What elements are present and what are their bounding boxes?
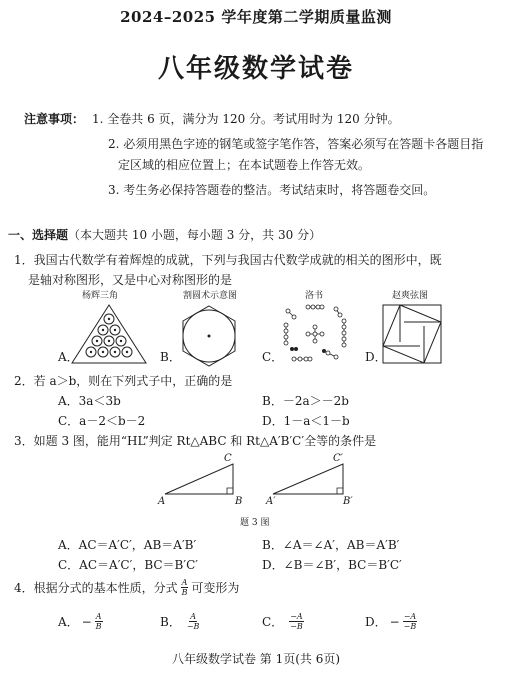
section-note: （本大题共 10 小题，每小题 3 分，共 30 分）: [68, 228, 322, 242]
q3-option-d: D．∠B＝∠B′，BC＝B′C′: [262, 558, 402, 572]
q4-option-sign: −: [389, 614, 400, 629]
q4-stem-fraction: [181, 578, 189, 597]
q4-stem-after: 可变形为: [191, 580, 240, 595]
q4-stem-before: 4．根据分式的基本性质，分式: [14, 580, 178, 595]
q4-option-label: D．: [365, 614, 387, 629]
caption-geyuan: 割圆术示意图: [183, 291, 238, 301]
fraction-denominator: B: [181, 588, 188, 597]
q4-option-label: C．: [262, 614, 284, 629]
fraction-numerator: A: [190, 612, 197, 621]
q4-option-fraction: [95, 612, 103, 631]
q2-option-a: A．3a＜3b: [58, 394, 121, 408]
q3-option-c: C．AC＝A′C′，BC＝B′C′: [58, 558, 198, 572]
note-item-3: 3. 考生务必保持答题卷的整洁。考试结束时，将答题卷交回。: [108, 183, 436, 197]
q3-option-a: A．AC＝A′C′，AB＝A′B′: [58, 538, 197, 552]
fraction-denominator: −B: [186, 622, 200, 631]
q4-option-label: A．: [58, 614, 79, 629]
fraction-numerator: A: [181, 578, 188, 587]
caption-zhaoshuang: 赵爽弦图: [392, 291, 429, 301]
caption-luoshu: 洛书: [305, 291, 324, 301]
q2-option-d: D．1－a＜1－b: [262, 414, 350, 428]
luoshu-figure: [280, 303, 350, 365]
geyuan-figure: [178, 305, 240, 367]
q4-option-fraction: [289, 612, 303, 631]
q1-option-b: B．: [160, 350, 181, 364]
note-item-2-cont: 定区域的相应位置上；在本试题卷上作答无效。: [118, 158, 371, 172]
note-item-2: 2. 必须用黑色字迹的钢笔或签字笔作答，答案必须写在答题卡各题目指: [108, 137, 484, 151]
fraction-denominator: B: [95, 622, 102, 631]
fraction-numerator: −A: [403, 612, 417, 621]
label-c-prime: C′: [333, 453, 343, 464]
section-title: 一、选择题: [8, 228, 69, 242]
fraction-numerator: A: [95, 612, 102, 621]
fraction-numerator: −A: [290, 612, 303, 621]
note-item-1: 1. 全卷共 6 页，满分为 120 分。考试用时为 120 分钟。: [92, 112, 400, 126]
q1-stem-line2: 是轴对称图形，又是中心对称图形的是: [28, 273, 233, 287]
q3-option-b: B．∠A＝∠A′，AB＝A′B′: [262, 538, 400, 552]
q4-option-sign: −: [81, 614, 92, 629]
label-b-prime: B′: [343, 496, 353, 507]
page-footer: 八年级数学试卷 第 1页(共 6页): [171, 652, 341, 666]
q3-figure-caption: 题 3 图: [240, 518, 270, 528]
q4-stem: [14, 578, 239, 597]
q1-option-d: D．: [365, 350, 387, 364]
fraction-denominator: −B: [290, 622, 303, 631]
section-heading: [8, 228, 321, 242]
caption-yanghui: 杨辉三角: [82, 291, 119, 301]
page-title: 八年级数学试卷: [157, 54, 354, 84]
q2-option-b: B．－2a＞－2b: [262, 394, 349, 408]
q4-option-a: [58, 612, 103, 631]
q2-option-c: C．a－2＜b－2: [58, 414, 146, 428]
yanghui-triangle-figure: [70, 303, 148, 365]
zhaoshuang-figure: [382, 304, 442, 364]
q4-option-label: B．: [160, 614, 181, 629]
q4-option-fraction: [403, 612, 417, 631]
q1-option-c: C．: [262, 350, 284, 364]
q1-stem-line1: 1．我国古代数学有着辉煌的成就，下列与我国古代数学成就的相关的图形中，既: [14, 253, 442, 267]
q4-option-b: [160, 612, 199, 631]
label-a-prime: A′: [266, 496, 276, 507]
q3-stem: 3．如题 3 图，能用“HL”判定 Rt△ABC 和 Rt△A′B′C′全等的条件是: [14, 434, 377, 448]
fraction-denominator: −B: [403, 622, 417, 631]
notes-label: 注意事项：: [24, 112, 85, 126]
label-c: C: [224, 453, 232, 464]
q4-option-d: [365, 612, 417, 631]
label-b: B: [235, 496, 243, 507]
label-a: A: [158, 496, 166, 507]
q4-option-fraction: [187, 612, 200, 631]
exam-year-line: 2024–2025 学年度第二学期质量监测: [120, 8, 392, 26]
q1-option-a: A．: [58, 350, 79, 364]
q2-stem: 2．若 a＞b，则在下列式子中，正确的是: [14, 374, 233, 388]
q4-option-c: [262, 612, 304, 631]
